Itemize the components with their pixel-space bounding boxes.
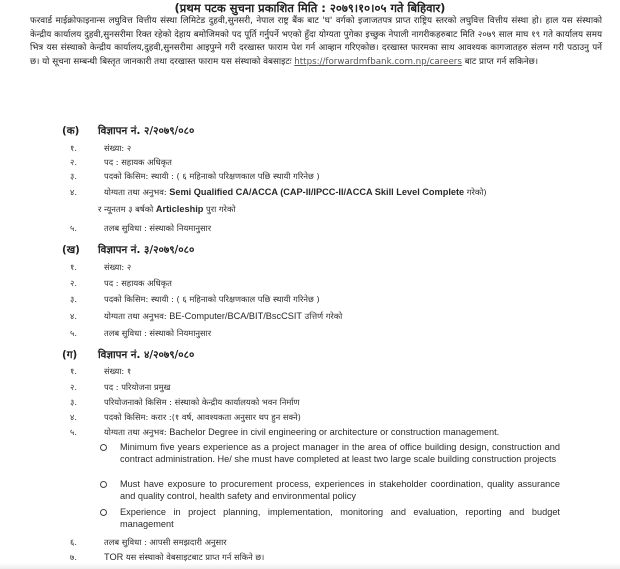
bullet-circle-icon bbox=[100, 481, 107, 488]
bullet-circle-icon bbox=[100, 509, 107, 516]
item-text: संख्या: २ bbox=[104, 262, 132, 272]
section-label: (ख) bbox=[62, 244, 80, 256]
section-label: (ग) bbox=[62, 349, 78, 361]
item-number: ४. bbox=[70, 412, 77, 422]
item-number: १. bbox=[70, 143, 77, 153]
item-number: १. bbox=[70, 366, 77, 376]
item-text: संख्या: १ bbox=[104, 366, 132, 376]
bullet-text: Minimum five years experience as a project manager in the area of office building design, construction and contract administration. He/ she must have completed at least two large scale building construction projects bbox=[120, 442, 560, 465]
intro-paragraph bbox=[30, 15, 602, 70]
item-text: परियोजनाको किसिम : संस्थाको केन्द्रीय कार्यालयको भवन निर्माण bbox=[104, 397, 300, 407]
publication-headline: (प्रथम पटक सुचना प्रकाशित मिति : २०७९।१०।०५ गते बिहिवार) bbox=[174, 1, 446, 15]
item-number: ३. bbox=[70, 171, 77, 181]
item-number: २. bbox=[70, 157, 77, 167]
item-number: ४. bbox=[70, 187, 77, 197]
bullet-text: Experience in project planning, implementation, monitoring and evaluation, reporting and budget management bbox=[120, 507, 560, 530]
item-text: योग्यता तथा अनुभव: Bachelor Degree in civil engineering or architecture or construction management. bbox=[104, 427, 500, 437]
section-label: (क) bbox=[62, 125, 80, 137]
careers-link[interactable]: https://forwardmfbank.com.np/careers bbox=[294, 57, 462, 68]
item-number: ६. bbox=[70, 537, 77, 547]
item-text: संख्या: २ bbox=[104, 143, 132, 153]
item-text: तलब सुविधा : संस्थाको नियमानुसार bbox=[104, 328, 212, 338]
item-text: पद : सहायक अधिकृत bbox=[104, 157, 172, 167]
intro-text: फरवार्ड माईक्रोफाइनान्स लघुवित्त वित्तीय संस्था लिमिटेड दुहवी,सुनसरी, नेपाल राष्ट्र बैंक बाट 'घ' वर्गको इजाजतपत्र प्राप्त राष्ट्रिय स्तरको लघुवित्त वित्तीय संस्था हो। हाल यस संस्थाको केन्द्रीय कार्यालय दुहवी,सुनसरीमा रिक्त रहेको देहाय बमोजिमको पद पूर्ति गर्नुपर्ने भएको हुँदा योग्यता पुगेका इच्छुक नेपाली नागरीकहरुबाट मिति २०७९ साल माघ १९ गते कार्यालय समय भित्र यस संस्थाको केन्द्रीय कार्यालय,दुहवी,सुनसरीमा आइपुग्ने गरी दरखास्त फाराम पेश गर्न आव्हान गरिएकोछ। दरखास्त फारमका साथ आवश्यक कागजातहरु संलग्न गरी पठाउनु पर्ने छ। यो सूचना सम्बन्धी बिस्तृत जानकारी तथा दरखास्त फाराम यस संस्थाको वेबसाइटः bbox=[30, 16, 602, 68]
section-title: विज्ञापन नं. ४/२०७९/०८० bbox=[98, 349, 195, 361]
bullet-circle-icon bbox=[100, 444, 107, 451]
bottom-shadow bbox=[0, 563, 620, 569]
item-number: ७. bbox=[70, 552, 77, 562]
item-text: तलब सुविधा : आपसी समझदारी अनुसार bbox=[104, 537, 227, 547]
item-text: योग्यता तथा अनुभव: Semi Qualified CA/ACCA (CAP-II/IPCC-II/ACCA Skill Level Complete गरेको) bbox=[104, 187, 487, 197]
item-number: ५. bbox=[70, 328, 77, 338]
item-number: ३. bbox=[70, 397, 77, 407]
item-number: ५. bbox=[70, 223, 77, 233]
item-number: ३. bbox=[70, 294, 77, 304]
item-text: पदको किसिम: स्थायी : ( ६ महिनाको परिक्षणकाल पछि स्थायी गरिनेछ ) bbox=[104, 294, 320, 304]
item-text: पद : सहायक अधिकृत bbox=[104, 278, 172, 288]
item-text: TOR यस संस्थाको वेबसाइटबाट प्राप्त गर्न सकिने छ। bbox=[104, 552, 265, 562]
item-number: ४. bbox=[70, 311, 77, 321]
item-text: र न्यूनतम ३ बर्षको Articleship पुरा गरेको bbox=[98, 204, 236, 214]
item-text: तलब सुविधा : संस्थाको नियमानुसार bbox=[104, 223, 212, 233]
item-text: योग्यता तथा अनुभव: BE-Computer/BCA/BIT/BscCSIT उत्तिर्ण गरेको bbox=[104, 311, 343, 321]
section-title: विज्ञापन नं. २/२०७९/०८० bbox=[98, 125, 195, 137]
bullet-text: Must have exposure to procurement process, experiences in stakeholder coordination, quality assurance and quality control, health safety and environmental policy bbox=[120, 479, 560, 502]
item-number: २. bbox=[70, 382, 77, 392]
item-text: पदको किसिम: करार :(१ वर्ष, आवश्यकता अनुसार थप हुन सक्ने) bbox=[104, 412, 301, 422]
item-text: पदको किसिम: स्थायी : ( ६ महिनाको परिक्षणकाल पछि स्थायी गरिनेछ ) bbox=[104, 171, 320, 181]
item-number: ५. bbox=[70, 427, 77, 437]
item-number: १. bbox=[70, 262, 77, 272]
section-title: विज्ञापन नं. ३/२०७९/०८० bbox=[98, 244, 195, 256]
intro-tail: बाट प्राप्त गर्न सकिनेछ। bbox=[461, 57, 539, 68]
item-text: पद : परियोजना प्रमुख bbox=[104, 382, 171, 392]
item-number: २. bbox=[70, 278, 77, 288]
